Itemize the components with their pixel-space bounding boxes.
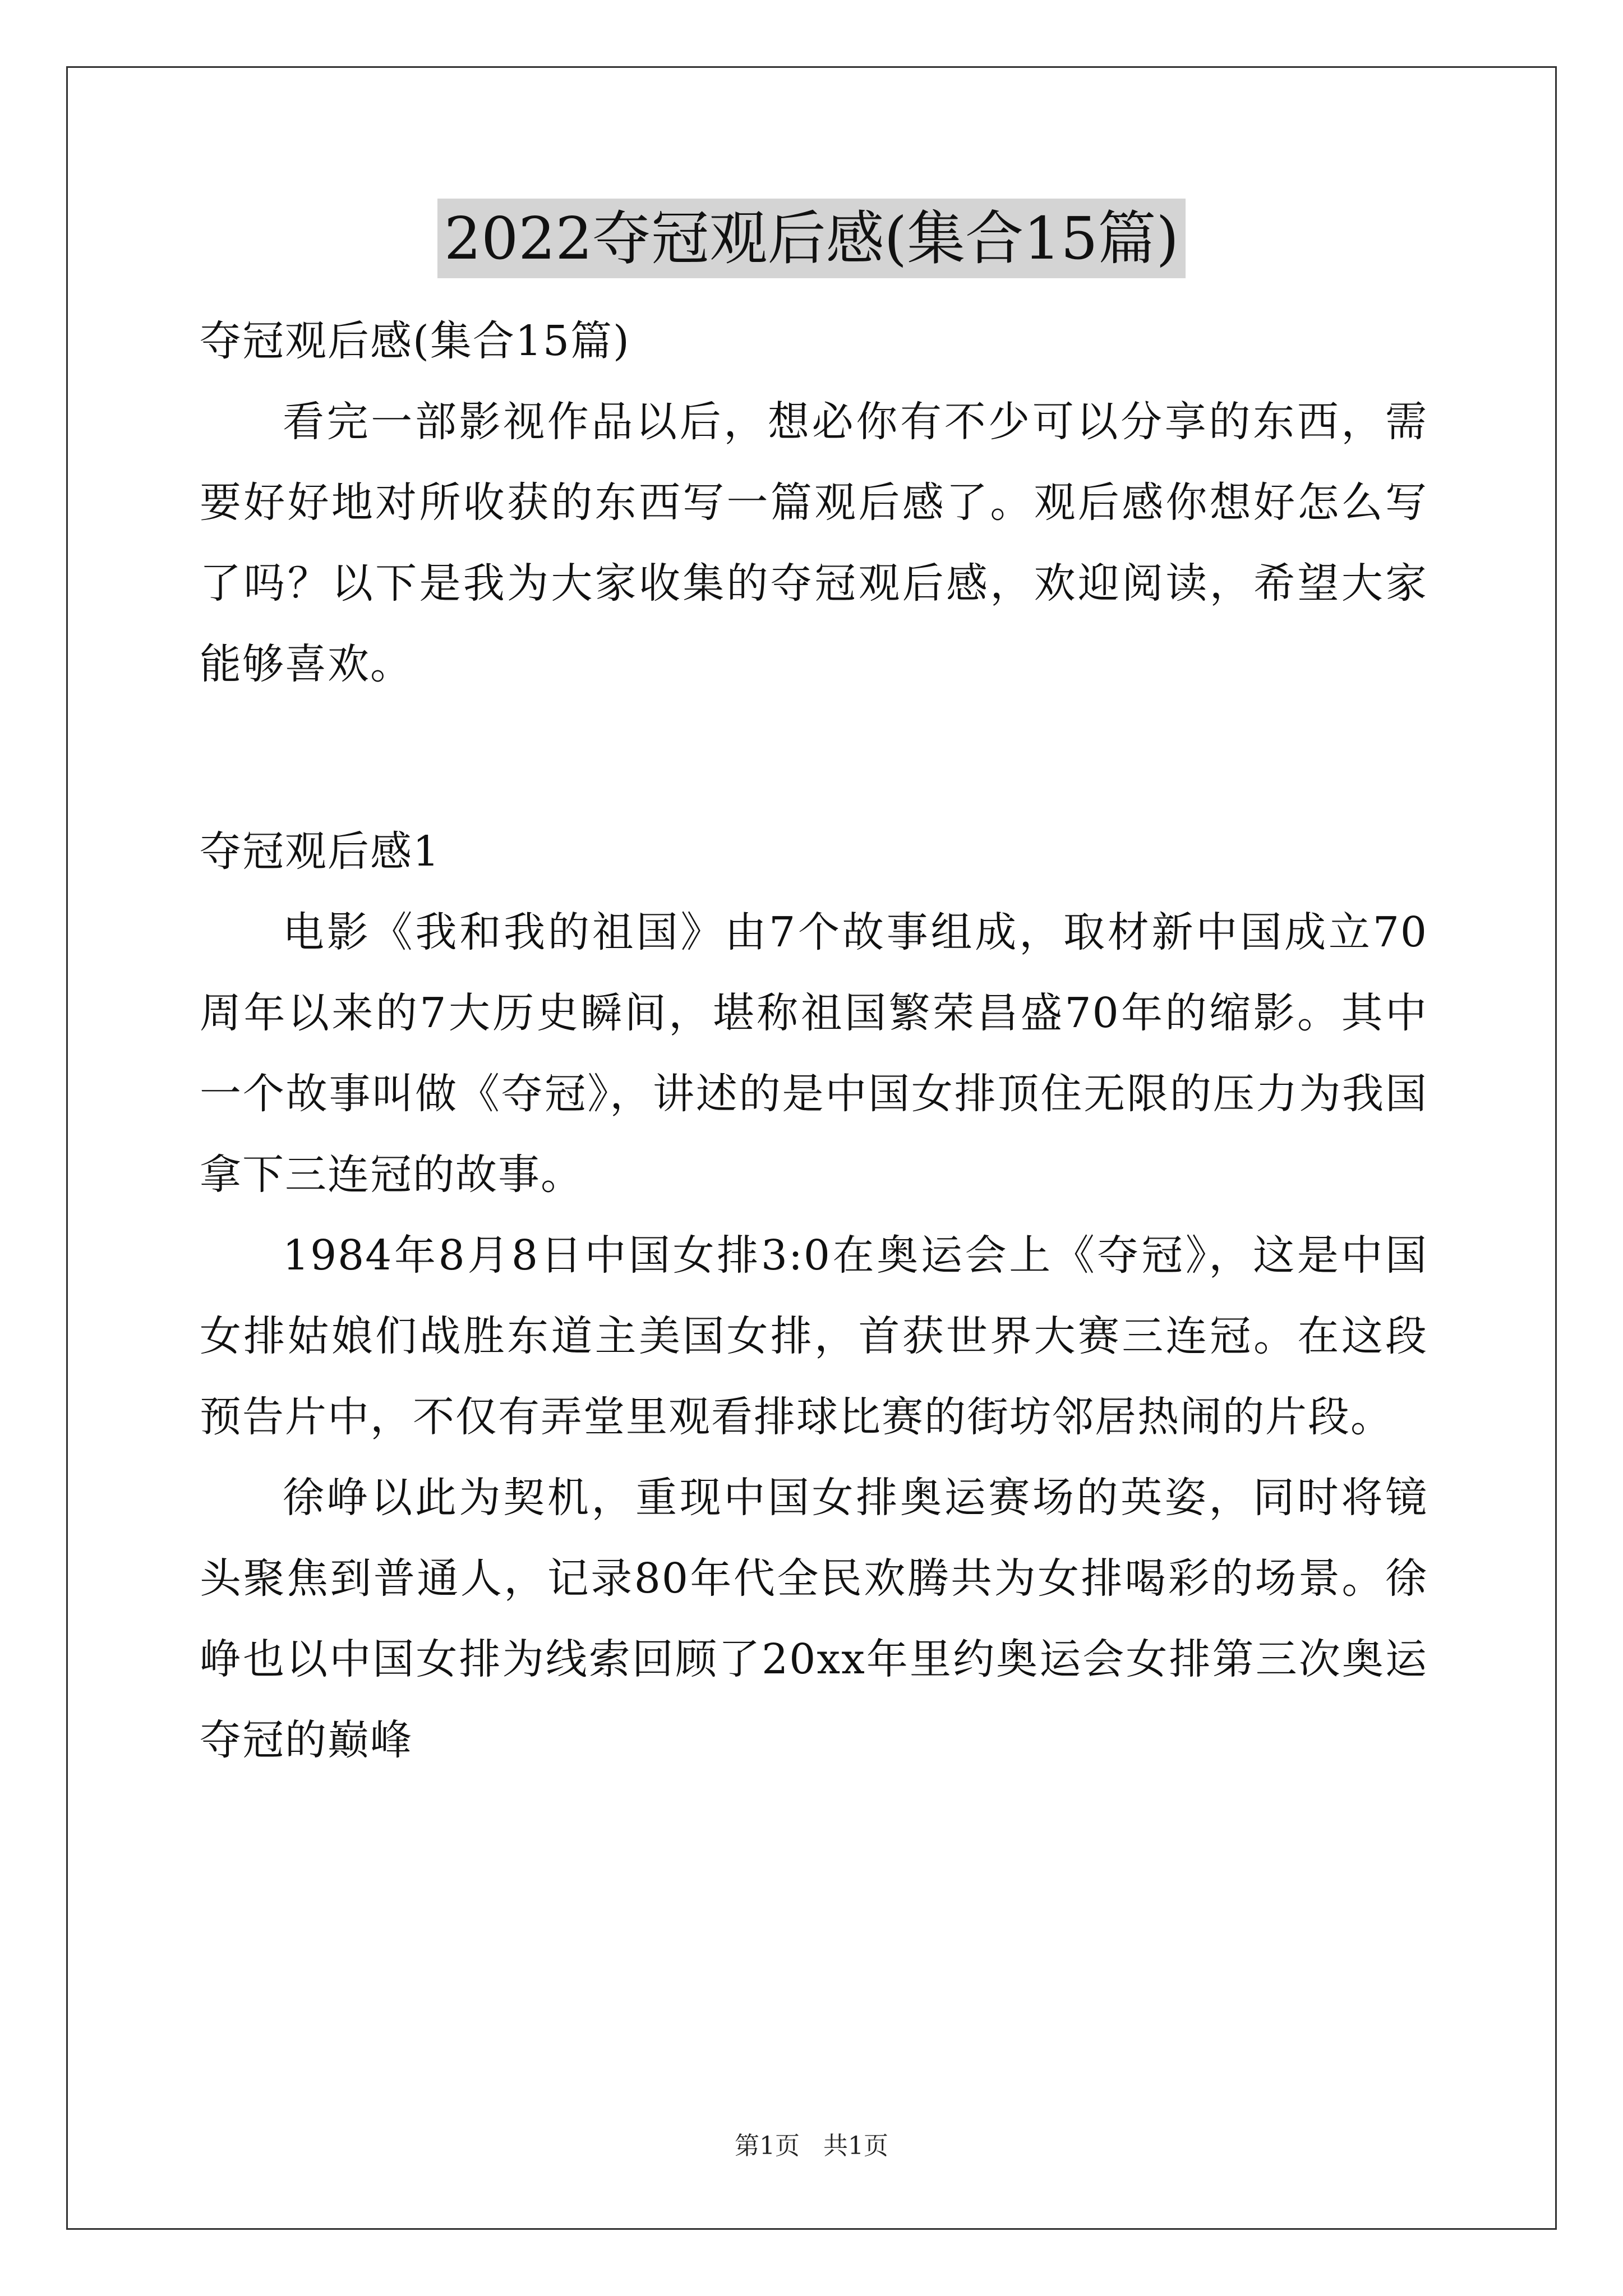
document-subtitle: 夺冠观后感(集合15篇): [200, 317, 630, 365]
body-paragraph-1: 电影《我和我的祖国》由7个故事组成，取材新中国成立70周年以来的7大历史瞬间，堪称祖国繁荣昌盛70年的缩影。其中一个故事叫做《夺冠》，讲述的是中国女排顶住无限的压力为我国拿下三连冠的故事。: [200, 908, 1428, 1199]
page-number: 第1页: [735, 2132, 800, 2160]
body-paragraph-3: 徐峥以此为契机，重现中国女排奥运赛场的英姿，同时将镜头聚焦到普通人，记录80年代全民欢腾共为女排喝彩的场景。徐峥也以中国女排为线索回顾了20xx年里约奥运会女排第三次奥运夺冠的巅峰: [200, 1474, 1428, 1764]
document-body: [200, 301, 1428, 1780]
intro-paragraph: 看完一部影视作品以后，想必你有不少可以分享的东西，需要好好地对所收获的东西写一篇观后感了。观后感你想好怎么写了吗？以下是我为大家收集的夺冠观后感，欢迎阅读，希望大家能够喜欢。: [200, 398, 1428, 688]
page-total: 共1页: [823, 2132, 888, 2160]
section-heading: 夺冠观后感1: [200, 827, 441, 876]
section-spacer: [200, 705, 1428, 811]
page-footer: [0, 2129, 1623, 2163]
body-paragraph-2: 1984年8月8日中国女排3:0在奥运会上《夺冠》，这是中国女排姑娘们战胜东道主美国女排，首获世界大赛三连冠。在这段预告片中，不仅有弄堂里观看排球比赛的街坊邻居热闹的片段。: [200, 1231, 1428, 1441]
document-title: [0, 196, 1623, 280]
document-title-text: 2022夺冠观后感(集合15篇): [437, 199, 1186, 278]
